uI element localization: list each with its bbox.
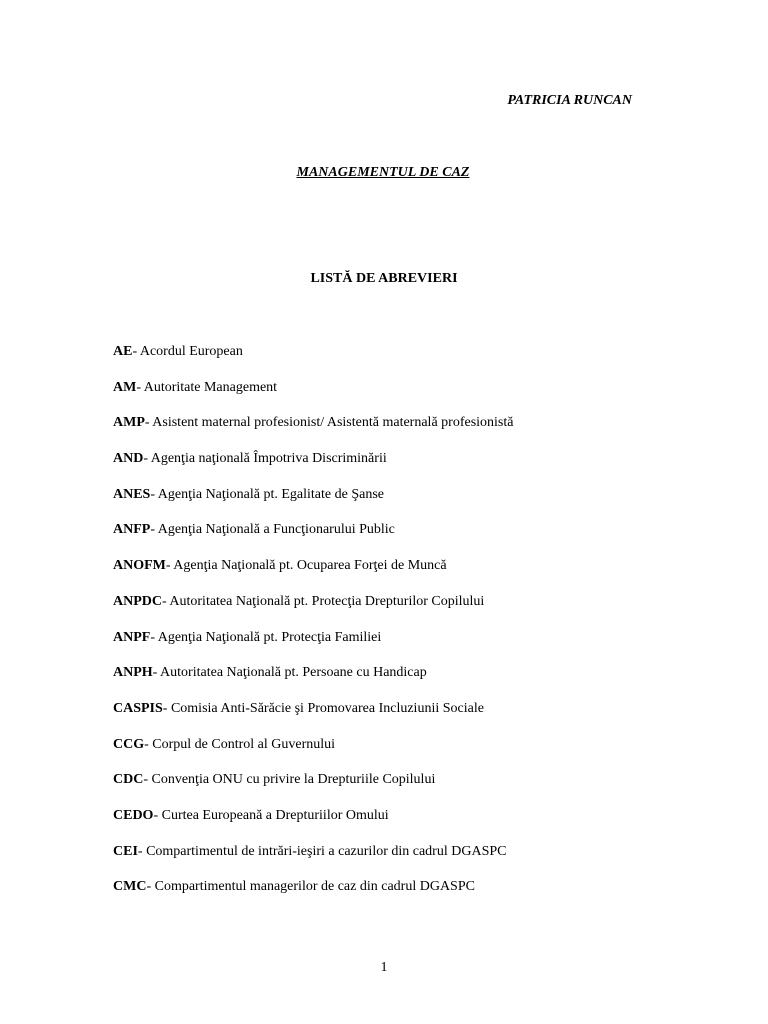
abbreviation-entry xyxy=(113,592,513,628)
abbreviation-entry xyxy=(113,735,513,771)
abbreviation-definition: - Agenţia Naţională pt. Ocuparea Forţei de Muncă xyxy=(165,558,447,574)
abbreviation-code: ANPH xyxy=(113,665,153,681)
abbreviation-entry xyxy=(113,628,513,664)
abbreviation-code: AND xyxy=(113,451,144,467)
abbreviation-definition: - Compartimentul de intrări-ieşiri a cazurilor din cadrul DGASPC xyxy=(137,843,507,859)
abbreviation-definition: - Autoritatea Naţională pt. Persoane cu Handicap xyxy=(152,665,427,681)
document-title: MANAGEMENTUL DE CAZ xyxy=(296,165,470,180)
section-title: LISTĂ DE ABREVIERI xyxy=(310,271,458,286)
abbreviation-code: AE xyxy=(113,344,133,359)
abbreviation-entry xyxy=(113,485,513,521)
abbreviation-entry xyxy=(113,449,513,485)
abbreviation-list xyxy=(113,342,513,913)
abbreviation-code: CEI xyxy=(113,843,138,859)
abbreviation-definition: - Acordul European xyxy=(132,344,243,359)
abbreviation-definition: - Curtea Europeană a Drepturiilor Omului xyxy=(153,807,389,823)
abbreviation-code: CASPIS xyxy=(113,700,163,716)
abbreviation-entry xyxy=(113,699,513,735)
abbreviation-entry xyxy=(113,556,513,592)
abbreviation-entry xyxy=(113,877,513,913)
abbreviation-entry xyxy=(113,413,513,449)
abbreviation-definition: - Agenţia Naţională pt. Egalitate de Şanse xyxy=(150,486,385,502)
abbreviation-definition: - Autoritate Management xyxy=(136,379,278,395)
abbreviation-definition: - Comisia Anti-Sărăcie şi Promovarea Incluziunii Sociale xyxy=(162,700,484,716)
abbreviation-code: CCG xyxy=(113,736,145,752)
abbreviation-code: ANPF xyxy=(113,629,151,645)
abbreviation-code: ANOFM xyxy=(113,558,166,574)
abbreviation-entry xyxy=(113,842,513,878)
abbreviation-definition: - Compartimentul managerilor de caz din cadrul DGASPC xyxy=(146,879,475,895)
abbreviation-code: CMC xyxy=(113,879,147,895)
abbreviation-entry xyxy=(113,663,513,699)
author-name: PATRICIA RUNCAN xyxy=(507,93,632,108)
abbreviation-entry xyxy=(113,342,513,378)
abbreviation-code: CDC xyxy=(113,772,144,788)
abbreviation-definition: - Agenţia naţională Împotriva Discriminării xyxy=(143,451,387,467)
abbreviation-definition: - Asistent maternal profesionist/ Asistentă maternală profesionistă xyxy=(144,415,514,431)
abbreviation-entry xyxy=(113,520,513,556)
abbreviation-code: AMP xyxy=(113,415,145,431)
abbreviation-code: AM xyxy=(113,379,137,395)
abbreviation-code: ANES xyxy=(113,486,151,502)
abbreviation-definition: - Agenţia Naţională pt. Protecţia Familiei xyxy=(150,629,382,645)
abbreviation-definition: - Agenţia Naţională a Funcţionarului Public xyxy=(150,522,395,538)
abbreviation-entry xyxy=(113,806,513,842)
page-number: 1 xyxy=(380,960,388,975)
abbreviation-code: ANFP xyxy=(113,522,151,538)
abbreviation-definition: - Convenţia ONU cu privire la Drepturiile Copilului xyxy=(143,772,436,788)
abbreviation-entry xyxy=(113,378,513,414)
abbreviation-code: CEDO xyxy=(113,807,154,823)
abbreviation-code: ANPDC xyxy=(113,593,162,609)
abbreviation-definition: - Autoritatea Naţională pt. Protecţia Drepturilor Copilului xyxy=(162,593,485,609)
abbreviation-definition: - Corpul de Control al Guvernului xyxy=(144,736,336,752)
abbreviation-entry xyxy=(113,770,513,806)
